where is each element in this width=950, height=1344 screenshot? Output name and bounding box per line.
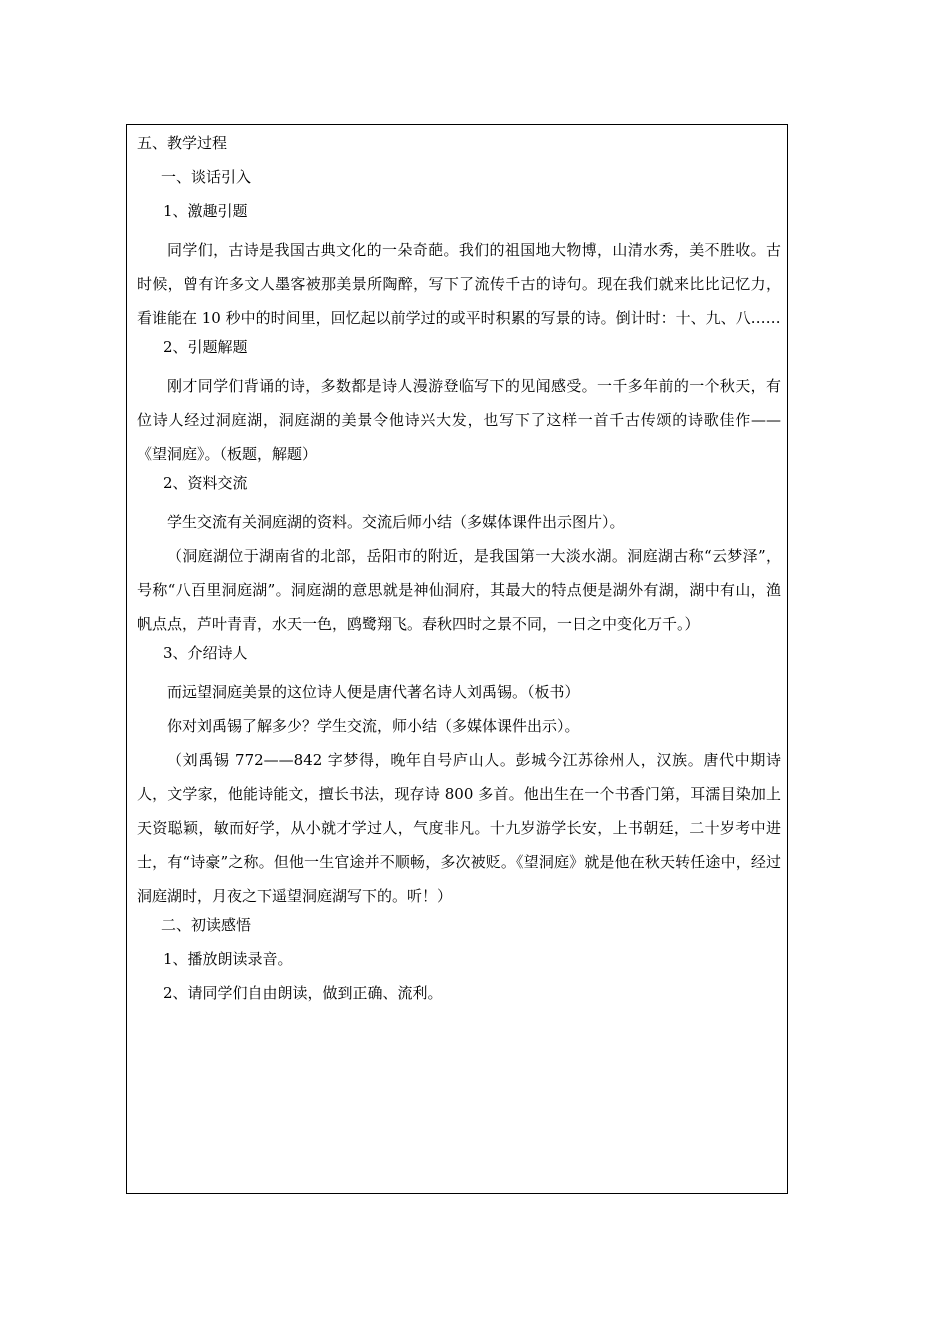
part1-heading: 一、谈话引入	[161, 168, 252, 186]
sub4-paragraph-1: 而远望洞庭美景的这位诗人便是唐代著名诗人刘禹锡。（板书）	[167, 683, 580, 701]
sub4-paragraph-2: 你对刘禹锡了解多少？学生交流，师小结（多媒体课件出示）。	[167, 717, 580, 735]
sub1-paragraph: 同学们，古诗是我国古典文化的一朵奇葩。我们的祖国地大物博，山清水秀，美不胜收。古时候，曾有许多文人墨客被那美景所陶醉，写下了流传千古的诗句。现在我们就来比比记忆力，看谁能在 10 秒中的时间里，回忆起以前学过的或平时积累的写景的诗。倒计时：十、九、八……	[137, 241, 781, 327]
part2-item-1: 1、播放朗读录音。	[163, 950, 293, 968]
lesson-content	[137, 131, 781, 1015]
part2-heading: 二、初读感悟	[161, 916, 252, 934]
sub3-paragraph-2: （洞庭湖位于湖南省的北部，岳阳市的附近，是我国第一大淡水湖。洞庭湖古称“云梦泽”，号称“八百里洞庭湖”。洞庭湖的意思就是神仙洞府，其最大的特点便是湖外有湖，湖中有山，渔帆点点，芦叶青青，水天一色，鸥鹭翔飞。春秋四时之景不同，一日之中变化万千。）	[137, 547, 781, 633]
sub3-paragraph-1: 学生交流有关洞庭湖的资料。交流后师小结（多媒体课件出示图片）。	[167, 513, 625, 531]
lesson-plan-table-cell	[126, 124, 788, 1194]
part2-item-2: 2、请同学们自由朗读，做到正确、流利。	[163, 984, 443, 1002]
sub4-paragraph-3: （刘禹锡 772——842 字梦得，晚年自号庐山人。彭城今江苏徐州人，汉族。唐代中期诗人，文学家，他能诗能文，擅长书法，现存诗 800 多首。他出生在一个书香门第，耳濡目染加上天资聪颖，敏而好学，从小就才学过人，气度非凡。十九岁游学长安，上书朝廷，二十岁考中进士，有“诗豪”之称。但他一生官途并不顺畅，多次被贬。《望洞庭》就是他在秋天转任途中，经过洞庭湖时，月夜之下遥望洞庭湖写下的。听！）	[137, 751, 781, 905]
sub4-heading: 3、介绍诗人	[163, 644, 248, 662]
sub3-heading: 2、资料交流	[163, 474, 248, 492]
section-title: 五、教学过程	[137, 134, 228, 152]
sub2-heading: 2、引题解题	[163, 338, 248, 356]
sub1-heading: 1、激趣引题	[163, 202, 248, 220]
sub2-paragraph: 刚才同学们背诵的诗，多数都是诗人漫游登临写下的见闻感受。一千多年前的一个秋天，有位诗人经过洞庭湖，洞庭湖的美景令他诗兴大发，也写下了这样一首千古传颂的诗歌佳作——《望洞庭》。（板题，解题）	[137, 377, 781, 463]
